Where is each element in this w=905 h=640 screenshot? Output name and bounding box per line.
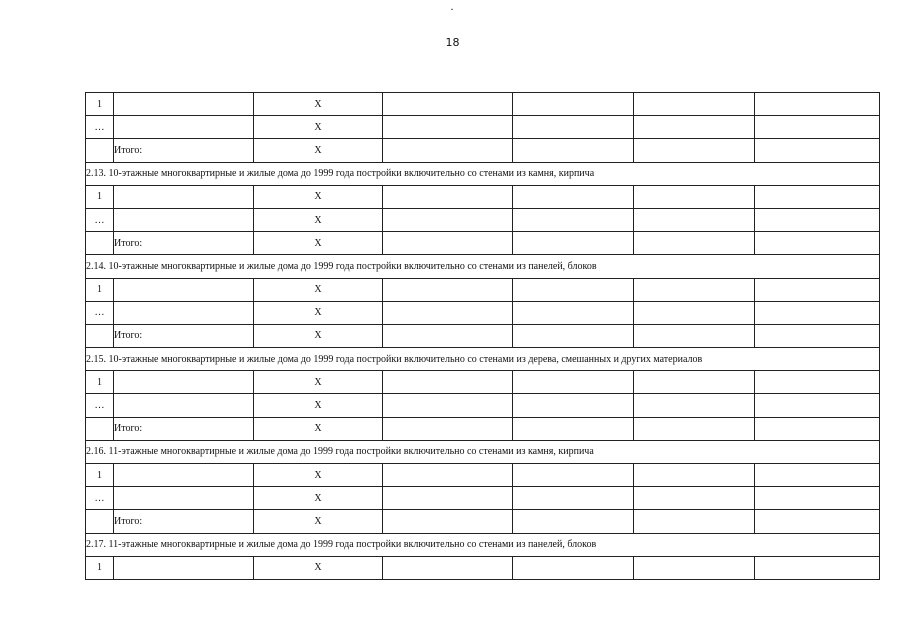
value-cell	[383, 464, 513, 487]
section-title: 2.16. 11-этажные многоквартирные и жилые дома до 1999 года постройки включительно со стенами из камня, кирпича	[86, 440, 880, 463]
value-cell	[634, 464, 755, 487]
value-cell	[383, 278, 513, 301]
value-cell	[383, 93, 513, 116]
name-cell	[114, 116, 254, 139]
section-title: 2.14. 10-этажные многоквартирные и жилые дома до 1999 года постройки включительно со стенами из панелей, блоков	[86, 255, 880, 278]
value-cell	[383, 185, 513, 208]
total-row	[86, 510, 880, 533]
value-cell	[383, 116, 513, 139]
row-number: 1	[86, 556, 114, 579]
table-row	[86, 278, 880, 301]
section-heading-row	[86, 533, 880, 556]
value-cell	[513, 556, 634, 579]
value-cell	[755, 556, 880, 579]
value-cell	[634, 487, 755, 510]
row-number: 1	[86, 93, 114, 116]
row-number	[86, 417, 114, 440]
name-cell	[114, 278, 254, 301]
value-cell	[755, 185, 880, 208]
x-mark: X	[254, 556, 383, 579]
x-mark: X	[254, 510, 383, 533]
value-cell	[383, 510, 513, 533]
x-mark: X	[254, 278, 383, 301]
value-cell	[755, 301, 880, 324]
total-row	[86, 232, 880, 255]
x-mark: X	[254, 232, 383, 255]
row-number: …	[86, 301, 114, 324]
value-cell	[755, 371, 880, 394]
value-cell	[513, 208, 634, 231]
value-cell	[634, 371, 755, 394]
name-cell	[114, 93, 254, 116]
table-row	[86, 93, 880, 116]
value-cell	[755, 394, 880, 417]
x-mark: X	[254, 417, 383, 440]
total-label: Итого:	[114, 510, 254, 533]
value-cell	[383, 324, 513, 347]
value-cell	[383, 417, 513, 440]
table-row	[86, 185, 880, 208]
row-number: 1	[86, 371, 114, 394]
value-cell	[513, 417, 634, 440]
row-number: …	[86, 208, 114, 231]
total-label: Итого:	[114, 417, 254, 440]
row-number	[86, 232, 114, 255]
name-cell	[114, 208, 254, 231]
table-row	[86, 301, 880, 324]
value-cell	[755, 464, 880, 487]
section-title: 2.15. 10-этажные многоквартирные и жилые дома до 1999 года постройки включительно со стенами из дерева, смешанных и других материалов	[86, 348, 880, 371]
section-heading-row	[86, 255, 880, 278]
value-cell	[634, 301, 755, 324]
value-cell	[634, 394, 755, 417]
name-cell	[114, 185, 254, 208]
table-row	[86, 556, 880, 579]
x-mark: X	[254, 371, 383, 394]
value-cell	[634, 510, 755, 533]
row-number	[86, 324, 114, 347]
value-cell	[383, 301, 513, 324]
table-row	[86, 116, 880, 139]
x-mark: X	[254, 301, 383, 324]
total-label: Итого:	[114, 232, 254, 255]
value-cell	[634, 278, 755, 301]
value-cell	[513, 278, 634, 301]
value-cell	[513, 116, 634, 139]
value-cell	[383, 487, 513, 510]
table-row	[86, 487, 880, 510]
name-cell	[114, 371, 254, 394]
value-cell	[634, 556, 755, 579]
value-cell	[755, 510, 880, 533]
x-mark: X	[254, 394, 383, 417]
value-cell	[513, 324, 634, 347]
x-mark: X	[254, 487, 383, 510]
x-mark: X	[254, 93, 383, 116]
value-cell	[755, 232, 880, 255]
value-cell	[634, 417, 755, 440]
row-number: …	[86, 394, 114, 417]
value-cell	[383, 556, 513, 579]
x-mark: X	[254, 324, 383, 347]
section-title: 2.13. 10-этажные многоквартирные и жилые дома до 1999 года постройки включительно со стенами из камня, кирпича	[86, 162, 880, 185]
value-cell	[513, 510, 634, 533]
value-cell	[755, 278, 880, 301]
value-cell	[513, 139, 634, 162]
name-cell	[114, 301, 254, 324]
name-cell	[114, 464, 254, 487]
section-heading-row	[86, 348, 880, 371]
row-number: …	[86, 487, 114, 510]
value-cell	[634, 208, 755, 231]
section-title: 2.17. 11-этажные многоквартирные и жилые дома до 1999 года постройки включительно со стенами из панелей, блоков	[86, 533, 880, 556]
section-heading-row	[86, 440, 880, 463]
value-cell	[634, 116, 755, 139]
value-cell	[383, 371, 513, 394]
row-number: 1	[86, 464, 114, 487]
total-label: Итого:	[114, 139, 254, 162]
value-cell	[513, 93, 634, 116]
table-row	[86, 208, 880, 231]
table-row	[86, 464, 880, 487]
x-mark: X	[254, 139, 383, 162]
value-cell	[513, 394, 634, 417]
value-cell	[383, 139, 513, 162]
housing-table	[85, 92, 880, 580]
table-row	[86, 371, 880, 394]
x-mark: X	[254, 464, 383, 487]
value-cell	[755, 208, 880, 231]
name-cell	[114, 556, 254, 579]
value-cell	[634, 93, 755, 116]
value-cell	[755, 417, 880, 440]
total-row	[86, 139, 880, 162]
value-cell	[755, 324, 880, 347]
value-cell	[383, 208, 513, 231]
row-number: …	[86, 116, 114, 139]
value-cell	[513, 464, 634, 487]
name-cell	[114, 487, 254, 510]
total-row	[86, 417, 880, 440]
value-cell	[634, 185, 755, 208]
row-number	[86, 510, 114, 533]
value-cell	[755, 139, 880, 162]
value-cell	[755, 93, 880, 116]
value-cell	[513, 487, 634, 510]
table-row	[86, 394, 880, 417]
value-cell	[513, 185, 634, 208]
value-cell	[513, 232, 634, 255]
name-cell	[114, 394, 254, 417]
total-label: Итого:	[114, 324, 254, 347]
value-cell	[513, 371, 634, 394]
x-mark: X	[254, 185, 383, 208]
value-cell	[383, 232, 513, 255]
row-number: 1	[86, 185, 114, 208]
value-cell	[755, 116, 880, 139]
section-heading-row	[86, 162, 880, 185]
value-cell	[383, 394, 513, 417]
value-cell	[634, 139, 755, 162]
row-number	[86, 139, 114, 162]
x-mark: X	[254, 116, 383, 139]
total-row	[86, 324, 880, 347]
value-cell	[513, 301, 634, 324]
page-number: 18	[445, 36, 460, 49]
value-cell	[634, 232, 755, 255]
value-cell	[634, 324, 755, 347]
value-cell	[755, 487, 880, 510]
page-mark: ·	[450, 2, 454, 16]
x-mark: X	[254, 208, 383, 231]
row-number: 1	[86, 278, 114, 301]
